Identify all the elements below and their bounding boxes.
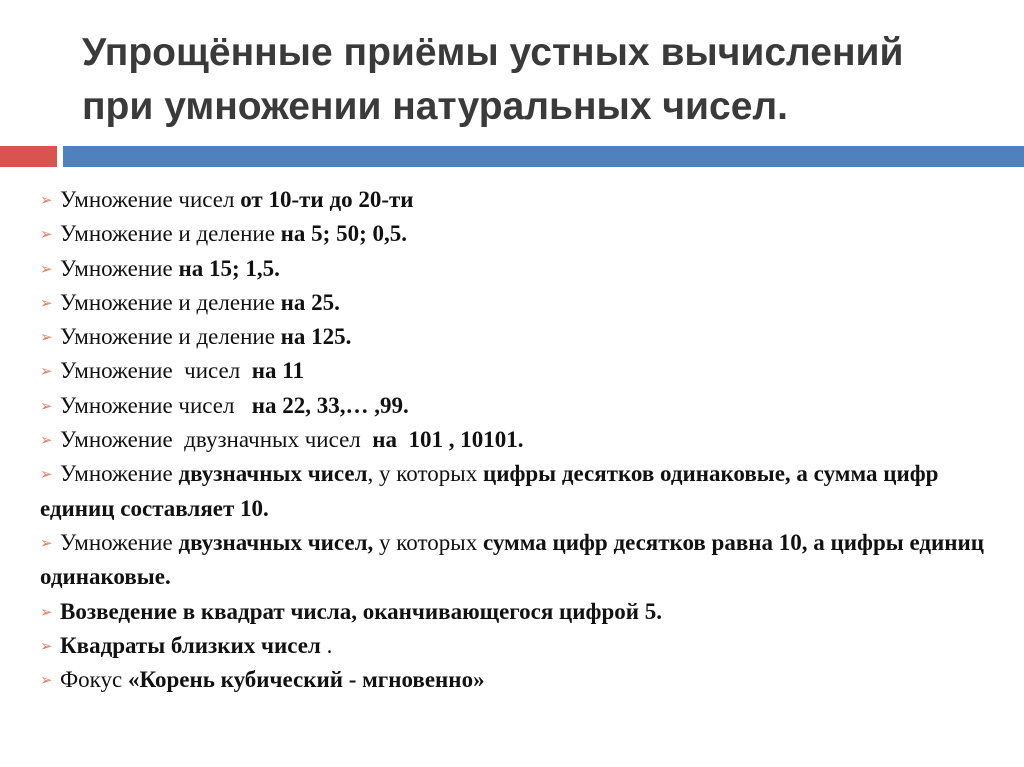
accent-bar-red [0, 146, 57, 167]
arrow-bullet-icon: ➢ [40, 671, 53, 690]
item-text: у которых [373, 529, 483, 555]
item-emphasis: цифры десятков одинаковые, а сумма цифр единиц составляет 10. [40, 461, 939, 521]
item-text: Умножение чисел [60, 358, 252, 384]
item-emphasis: на 11 [251, 358, 304, 384]
item-text: . [320, 632, 333, 658]
title-line-2: при умножении натуральных чисел. [82, 85, 788, 128]
item-emphasis: двузначных чисел [178, 461, 368, 487]
item-emphasis: сумма цифр десятков равна 10, а цифры единиц одинаковые. [40, 529, 984, 590]
list-item [40, 320, 1000, 354]
item-text: Умножение и деление [60, 289, 281, 315]
arrow-bullet-icon: ➢ [40, 259, 53, 278]
list-item [40, 595, 1000, 629]
item-emphasis: на 5; 50; 0,5. [280, 221, 407, 247]
item-text: Умножение двузначных чисел [60, 427, 373, 453]
list-item [40, 389, 1000, 423]
arrow-bullet-icon: ➢ [40, 225, 53, 244]
item-text: Умножение [60, 461, 179, 487]
item-emphasis: на 25. [280, 289, 340, 315]
arrow-bullet-icon: ➢ [40, 431, 53, 450]
list-item [40, 423, 1000, 457]
item-emphasis: на 22, 33,… ,99. [251, 392, 409, 418]
arrow-bullet-icon: ➢ [40, 533, 53, 552]
list-item [40, 183, 1000, 217]
list-item [40, 663, 1000, 697]
item-emphasis: на 101 , 10101. [372, 427, 524, 453]
item-emphasis: от 10-ти до 20-ти [240, 187, 414, 212]
bullet-list [40, 183, 1000, 697]
arrow-bullet-icon: ➢ [40, 293, 53, 312]
arrow-bullet-icon: ➢ [40, 328, 53, 347]
item-text: Умножение и деление [60, 221, 281, 247]
item-text: Умножение [60, 529, 179, 555]
item-emphasis: «Корень кубический - мгновенно» [127, 667, 485, 693]
accent-bar-blue [63, 146, 1024, 167]
item-text: Умножение чисел [60, 392, 252, 418]
item-emphasis: двузначных чисел, [178, 529, 374, 555]
list-item [40, 629, 1000, 663]
item-text: Умножение чисел [60, 187, 241, 212]
item-emphasis: Возведение в квадрат числа, оканчивающегося цифрой 5. [60, 598, 663, 624]
item-emphasis: на 15; 1,5. [178, 255, 280, 281]
item-text: Умножение [60, 255, 179, 281]
arrow-bullet-icon: ➢ [40, 396, 53, 415]
arrow-bullet-icon: ➢ [40, 636, 53, 655]
title-line-1: Упрощённые приёмы устных вычислений [82, 31, 904, 74]
list-item [40, 252, 1000, 286]
arrow-bullet-icon: ➢ [40, 602, 53, 621]
arrow-bullet-icon: ➢ [40, 362, 53, 381]
arrow-bullet-icon: ➢ [40, 191, 53, 209]
list-item [40, 217, 1000, 251]
item-emphasis: Квадраты близких чисел [60, 632, 321, 658]
item-emphasis: на 125. [280, 324, 352, 350]
list-item [40, 354, 1000, 388]
list-item [40, 286, 1000, 320]
item-text: , у которых [367, 461, 483, 487]
item-text: Умножение и деление [60, 324, 281, 350]
item-text: Фокус [60, 667, 128, 693]
slide-title [82, 26, 1002, 134]
list-item [40, 457, 1000, 526]
arrow-bullet-icon: ➢ [40, 465, 53, 484]
list-item [40, 526, 1000, 595]
